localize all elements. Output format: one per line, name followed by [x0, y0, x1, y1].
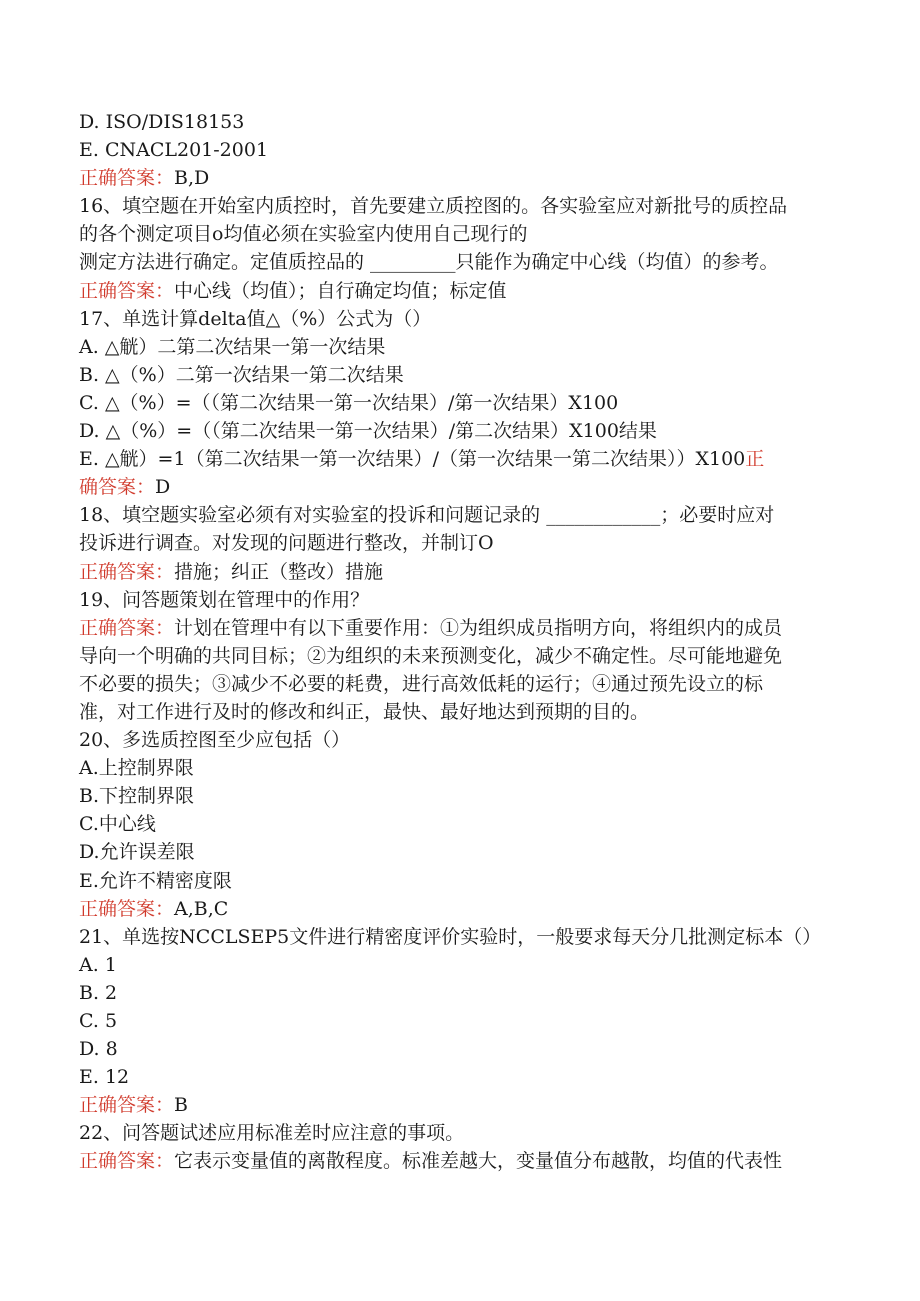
- answer-line: [79, 558, 849, 586]
- text-line: 的各个测定项目o均值必须在实验室内使用自己现行的: [79, 223, 528, 246]
- text-line: 16、填空题在开始室内质控时，首先要建立质控图的。各实验室应对新批号的质控品: [79, 195, 788, 218]
- answer-label: 正确答案：: [79, 1094, 175, 1117]
- answer-line: [79, 1091, 849, 1119]
- text-line: 20、多选质控图至少应包括（）: [79, 729, 351, 752]
- text-line: 21、单选按NCCLSEP5文件进行精密度评价实验时，一般要求每天分几批测定标本（）: [79, 925, 822, 948]
- line-text: E. △觥）=1（第二次结果一第一次结果）/（第一次结果一第二次结果））X100: [79, 448, 746, 471]
- text-line: A. 1: [79, 953, 117, 976]
- text-line: D. △（%）=（（第二次结果一第一次结果）/第二次结果）X100结果: [79, 420, 657, 443]
- text-line: B. 2: [79, 981, 118, 1004]
- answer-label: 正确答案：: [79, 1150, 175, 1173]
- answer-text: D: [155, 476, 171, 499]
- answer-line: [79, 277, 849, 305]
- text-line: 不必要的损失；③减少不必要的耗费，进行高效低耗的运行；④通过预先设立的标: [79, 672, 764, 695]
- answer-text: 中心线（均值）；自行确定均值；标定值: [174, 279, 507, 302]
- text-line: 测定方法进行确定。定值质控品的 _________只能作为确定中心线（均值）的参考。: [79, 251, 779, 274]
- answer-line: [79, 473, 849, 501]
- answer-label: 正确答案：: [79, 897, 175, 920]
- answer-text: 计划在管理中有以下重要作用：①为组织成员指明方向，将组织内的成员: [174, 616, 783, 639]
- answer-text: B: [174, 1094, 188, 1117]
- text-line: 18、填空题实验室必须有对实验室的投诉和问题记录的 ____________；必要时应对: [79, 504, 775, 527]
- answer-label-start: 正: [745, 448, 765, 471]
- text-line: [79, 445, 849, 473]
- answer-line: [79, 895, 849, 923]
- answer-label: 正确答案：: [79, 560, 175, 583]
- text-line: C.中心线: [79, 813, 156, 836]
- text-line: 22、问答题试述应用标准差时应注意的事项。: [79, 1122, 465, 1145]
- text-line: C. △（%）=（（第二次结果一第一次结果）/第一次结果）X100: [79, 391, 619, 414]
- text-line: 17、单选计算delta值△（%）公式为（）: [79, 307, 432, 330]
- text-line: 准，对工作进行及时的修改和纠正，最快、最好地达到预期的目的。: [79, 700, 650, 723]
- text-line: E. CNACL201-2001: [79, 139, 269, 162]
- text-line: 导向一个明确的共同目标；②为组织的未来预测变化，减少不确定性。尽可能地避免: [79, 644, 783, 667]
- answer-text: A,B,C: [174, 897, 229, 920]
- text-line: B. △（%）二第一次结果一第二次结果: [79, 363, 404, 386]
- answer-text: 措施；纠正（整改）措施: [174, 560, 384, 583]
- text-line: E. 12: [79, 1066, 130, 1089]
- answer-line: [79, 614, 849, 642]
- text-line: 19、问答题策划在管理中的作用？: [79, 588, 370, 611]
- text-line: A.上控制界限: [79, 757, 194, 780]
- text-line: B.下控制界限: [79, 785, 195, 808]
- answer-text: B,D: [174, 167, 210, 190]
- answer-label: 正确答案：: [79, 616, 175, 639]
- text-line: C. 5: [79, 1010, 118, 1032]
- text-line: E.允许不精密度限: [79, 869, 232, 892]
- text-line: D. 8: [79, 1038, 118, 1061]
- text-line: 投诉进行调查。对发现的问题进行整改，并制订O: [79, 532, 494, 555]
- text-line: D. ISO/DIS18153: [79, 111, 245, 133]
- answer-line: [79, 1147, 849, 1175]
- text-line: A. △觥）二第二次结果一第一次结果: [79, 335, 386, 358]
- answer-label: 确答案：: [79, 476, 156, 499]
- answer-label: 正确答案：: [79, 167, 175, 190]
- text-line: D.允许误差限: [79, 841, 195, 864]
- answer-line: [79, 164, 849, 192]
- document-page: [79, 108, 849, 1176]
- answer-text: 它表示变量值的离散程度。标准差越大，变量值分布越散，均值的代表性: [174, 1150, 783, 1173]
- answer-label: 正确答案：: [79, 279, 175, 302]
